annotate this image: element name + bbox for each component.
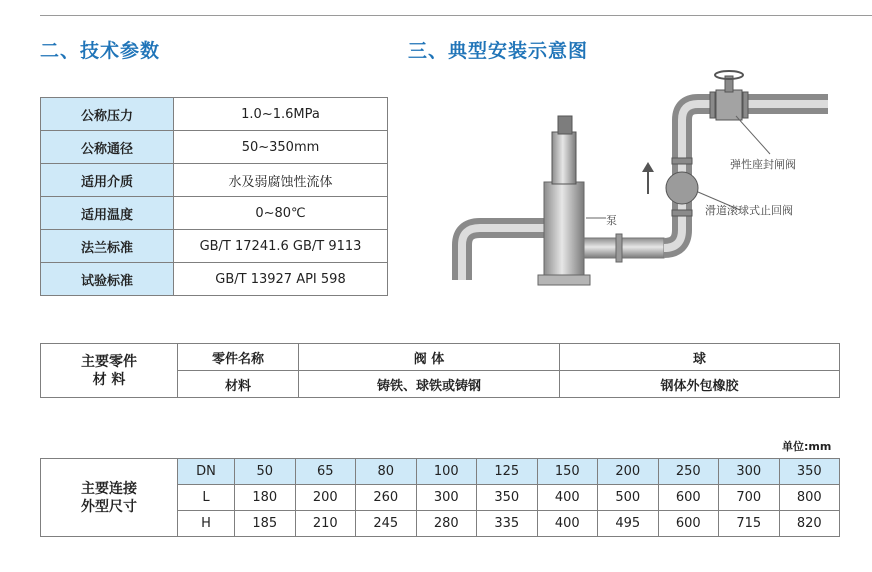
parts-material-label: 材料 [178, 371, 299, 398]
unit-label: 单位:mm [782, 440, 832, 453]
parts-row-header [41, 344, 178, 398]
dim-cell: 715 [719, 511, 780, 537]
tech-param-label: 公称通径 [41, 131, 174, 164]
dim-cell: 400 [537, 485, 598, 511]
tech-param-value: GB/T 13927 API 598 [174, 263, 388, 296]
check-valve [666, 172, 698, 204]
dim-cell: 80 [356, 459, 417, 485]
tech-row [41, 230, 388, 263]
dim-cell: 300 [719, 459, 780, 485]
dim-cell: 245 [356, 511, 417, 537]
tech-param-label: 适用介质 [41, 164, 174, 197]
parts-row-header-line2: 材 料 [92, 371, 126, 388]
dim-cell: 210 [295, 511, 356, 537]
dim-cell: 200 [295, 485, 356, 511]
tech-param-value: 0~80℃ [174, 197, 388, 230]
parts-col-body: 阀 体 [299, 344, 560, 371]
dims-row-header-line2: 外型尺寸 [81, 498, 137, 515]
top-divider [40, 15, 872, 16]
tech-param-label: 试验标准 [41, 263, 174, 296]
tech-row [41, 98, 388, 131]
dim-cell: 820 [779, 511, 840, 537]
dims-row-header [41, 459, 178, 537]
dim-cell: 185 [235, 511, 296, 537]
dim-cell: 50 [235, 459, 296, 485]
dimensions-body [41, 459, 840, 537]
pump-body [544, 182, 584, 284]
pump-label: 泵 [606, 214, 617, 227]
dim-cell: 125 [477, 459, 538, 485]
tech-params-body [41, 98, 388, 296]
tech-row [41, 197, 388, 230]
dim-label: DN [178, 459, 235, 485]
tech-row [41, 263, 388, 296]
dim-cell: 350 [477, 485, 538, 511]
dim-cell: 100 [416, 459, 477, 485]
installation-diagram [440, 70, 830, 310]
dim-cell: 180 [235, 485, 296, 511]
dim-cell: 400 [537, 511, 598, 537]
dim-cell: 700 [719, 485, 780, 511]
install-section-title: 三、典型安装示意图 [408, 40, 589, 62]
dim-cell: 500 [598, 485, 659, 511]
gate-valve [716, 90, 742, 120]
dim-cell: 200 [598, 459, 659, 485]
tech-param-value: 1.0~1.6MPa [174, 98, 388, 131]
tech-param-value: GB/T 17241.6 GB/T 9113 [174, 230, 388, 263]
tech-row [41, 164, 388, 197]
dim-cell: 600 [658, 485, 719, 511]
parts-material-table [40, 343, 840, 398]
dim-cell: 260 [356, 485, 417, 511]
tech-row [41, 131, 388, 164]
dimensions-table [40, 458, 840, 537]
gate-valve-label: 弹性座封闸阀 [730, 158, 796, 171]
dim-cell: 350 [779, 459, 840, 485]
check-valve-label: 滑道滚球式止回阀 [705, 204, 793, 217]
dim-cell: 300 [416, 485, 477, 511]
dim-cell: 495 [598, 511, 659, 537]
tech-param-value: 水及弱腐蚀性流体 [174, 164, 388, 197]
parts-row-header-line1: 主要零件 [81, 353, 137, 370]
tech-param-label: 公称压力 [41, 98, 174, 131]
parts-col-part-name: 零件名称 [178, 344, 299, 371]
dim-row-dn [41, 459, 840, 485]
tech-param-label: 适用温度 [41, 197, 174, 230]
dim-cell: 280 [416, 511, 477, 537]
dim-cell: 65 [295, 459, 356, 485]
tech-param-value: 50~350mm [174, 131, 388, 164]
dim-cell: 600 [658, 511, 719, 537]
parts-col-ball: 球 [560, 344, 840, 371]
dim-label: L [178, 485, 235, 511]
dim-cell: 250 [658, 459, 719, 485]
tech-params-table [40, 97, 388, 296]
dim-cell: 150 [537, 459, 598, 485]
dims-row-header-line1: 主要连接 [81, 480, 137, 497]
pipe-system-graphic [440, 70, 830, 310]
tech-param-label: 法兰标准 [41, 230, 174, 263]
dim-label: H [178, 511, 235, 537]
parts-body-material: 铸铁、球铁或铸钢 [299, 371, 560, 398]
dim-cell: 800 [779, 485, 840, 511]
parts-ball-material: 钢体外包橡胶 [560, 371, 840, 398]
dim-cell: 335 [477, 511, 538, 537]
tech-section-title: 二、技术参数 [40, 40, 161, 62]
